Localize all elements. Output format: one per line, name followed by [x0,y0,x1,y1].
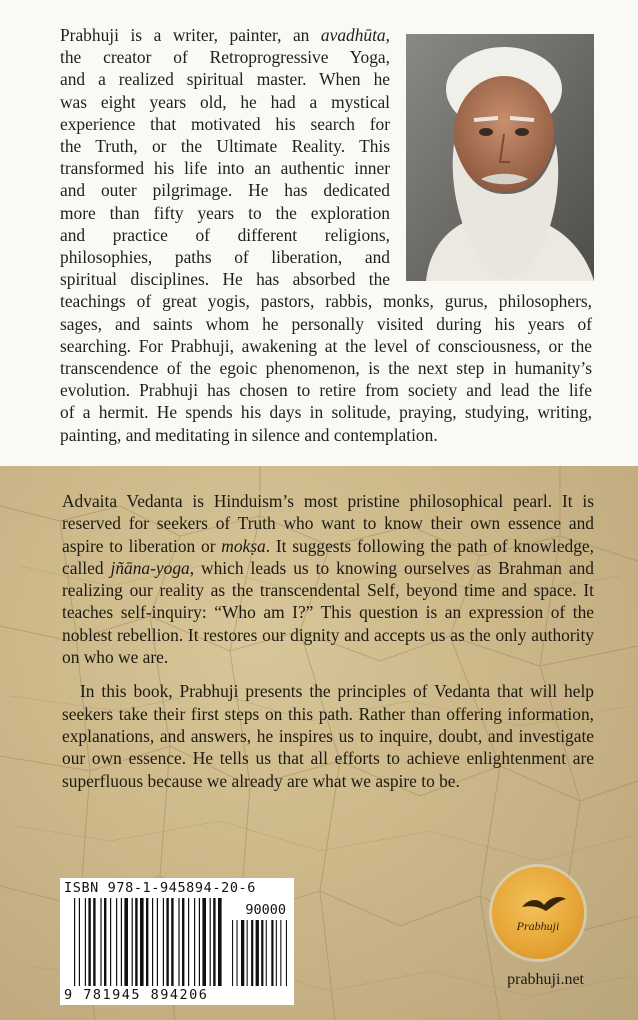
bio-line: painting, and meditating in silence and contemplation. [60,424,438,445]
book-description [62,490,594,804]
bio-line: spiritual disciplines. He has absorbed the [60,269,390,290]
description-paragraph-1: Advaita Vedanta is Hinduism’s most pristine philosophical pearl. It is reserved for seekers of Truth who want to know their own essence and aspire to liberation or mokṣa. It suggests following the path of knowledge, called jñāna-yoga, which leads us to knowing ourselves as Brahman and realizing our reality as the transcendental Self, beyond time and space. It teaches self-inquiry: “Who am I?” This question is an expression of the noblest rebellion. It restores our dignity and accepts us as the only authority on who we are. [62,491,594,668]
bio-line: experience that motivated his search for [60,113,390,134]
bio-line: evolution. Prabhuji has chosen to retire from society and lead the life [60,380,592,401]
bio-line: of a hermit. He spends his days in solitude, praying, studying, writing, [60,402,592,423]
bio-line: transformed his life into an authentic inner [60,158,390,179]
bio-line: the creator of Retroprogressive Yoga, [60,47,390,68]
bird-icon [492,867,584,959]
logo-text: Prabhuji [516,919,560,933]
isbn-label: ISBN 978-1-945894-20-6 [64,880,257,896]
barcode-bars [60,878,294,1005]
bio-line: the Truth, or the Ultimate Reality. This [60,136,390,157]
description-paragraph-2: In this book, Prabhuji presents the principles of Vedanta that will help seekers take their first steps on this path. Rather than offering information, explanations, and answers, he inspires us to inquire, doubt, and investigate our own essence. He tells us that all efforts to achieve enlightenment are superfluous because we already are what we aspire to be. [62,681,594,791]
bio-line: and a realized spiritual master. When he [60,69,390,90]
back-cover-top-panel [0,0,638,466]
barcode-digits: 9 781945 894206 [64,987,209,1003]
author-biography [60,24,592,446]
bio-line: more than fifty years to the exploration [60,202,390,223]
prabhuji-logo [492,867,584,959]
bio-line: sages, and saints whom he personally visited during his years of [60,313,592,334]
bio-line: teachings of great yogis, pastors, rabbis, monks, gurus, philosophers, [60,291,592,312]
isbn-barcode [60,878,294,1005]
bio-line: was eight years old, he had a mystical [60,91,390,112]
bio-line: searching. For Prabhuji, awakening at the level of consciousness, or the [60,335,592,356]
bio-line: Prabhuji is a writer, painter, an avadhūta, [60,25,390,45]
price-code: 90000 [245,902,286,918]
bio-line: and outer pilgrimage. He has dedicated [60,180,390,201]
bio-line: transcendence of the egoic phenomenon, is the next step in humanity’s [60,358,592,379]
bio-line: philosophies, paths of liberation, and [60,247,390,268]
parchment-panel [0,466,638,1020]
bio-line: and practice of different religions, [60,224,390,245]
website-link[interactable]: prabhuji.net [507,971,584,988]
